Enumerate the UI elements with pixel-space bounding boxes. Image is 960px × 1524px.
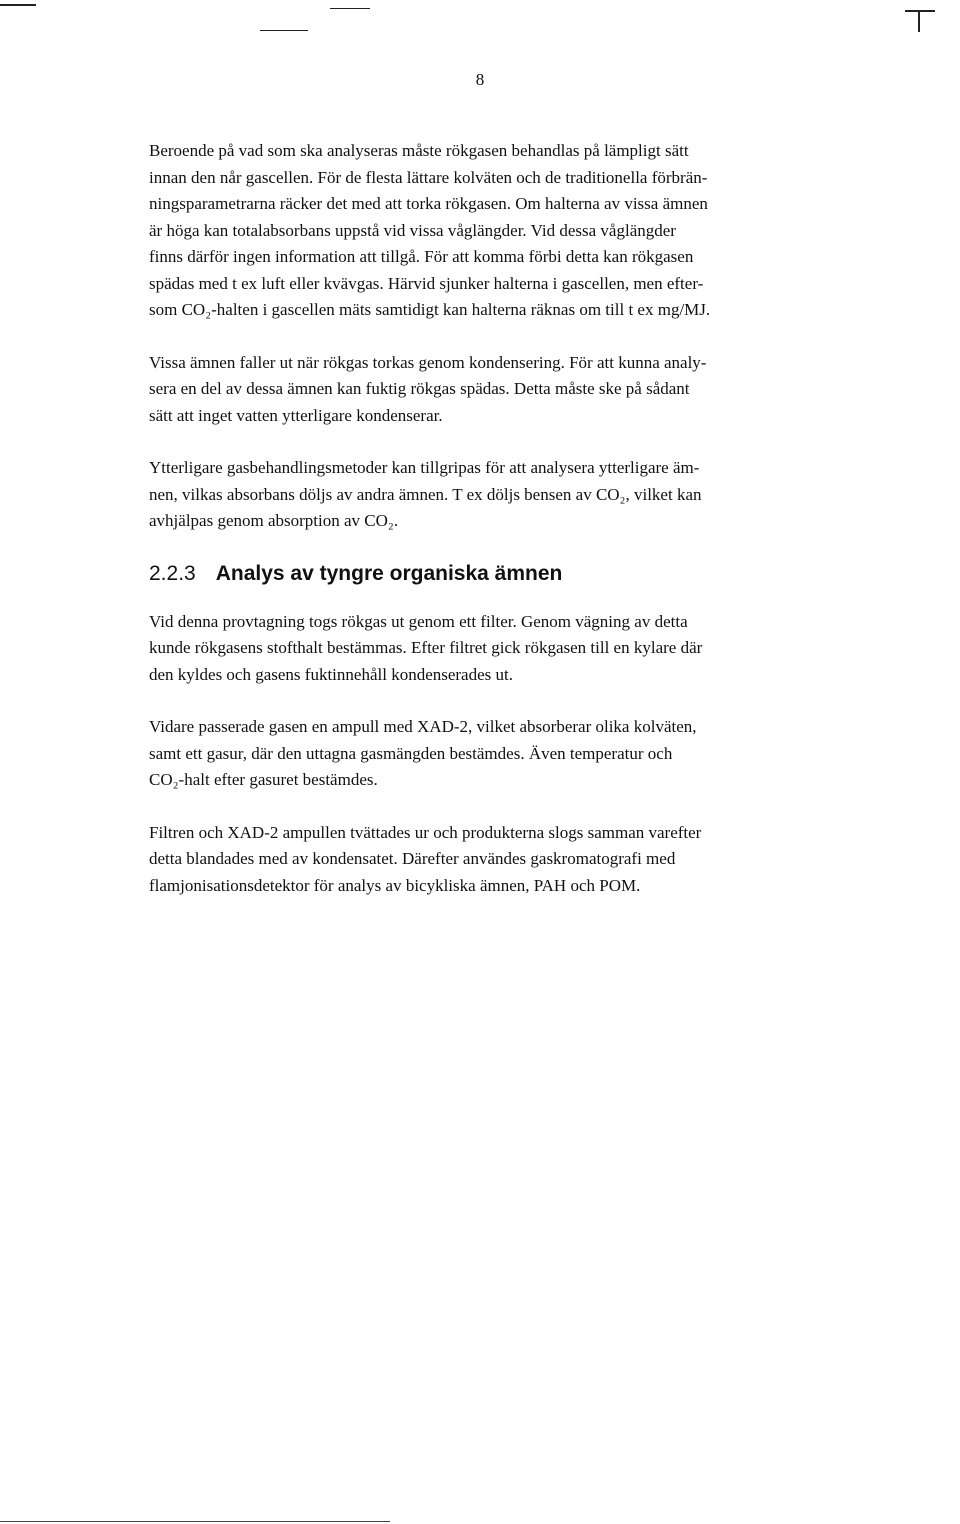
text-line: Vidare passerade gasen en ampull med XAD-2, vilket absorberar olika kolväten, xyxy=(149,717,697,736)
page-number: 8 xyxy=(475,70,485,89)
section-title: Analys av tyngre organiska ämnen xyxy=(215,561,563,585)
analysis-section xyxy=(149,609,849,900)
scan-artifact xyxy=(330,8,370,9)
paragraph xyxy=(149,350,849,430)
text-line: avhjälpas genom absorption av CO₂. xyxy=(149,511,399,530)
text-line: Vissa ämnen faller ut när rökgas torkas genom kondensering. För att kunna analy- xyxy=(149,352,707,372)
scan-artifact xyxy=(905,10,935,12)
paragraph xyxy=(149,714,849,794)
text-line: Vid denna provtagning togs rökgas ut genom ett filter. Genom vägning av detta xyxy=(149,611,688,631)
text-line: som CO₂-halten i gascellen mäts samtidigt kan halterna räknas om till t ex mg/MJ. xyxy=(149,300,711,319)
text-line: Filtren och XAD-2 ampullen tvättades ur och produkterna slogs samman varefter xyxy=(149,822,702,842)
text-line: nen, vilkas absorbans döljs av andra ämnen. T ex döljs bensen av CO₂, vilket kan xyxy=(149,484,702,504)
text-line: sera en del av dessa ämnen kan fuktig rökgas spädas. Detta måste ske på sådant xyxy=(149,379,690,398)
text-line: Ytterligare gasbehandlingsmetoder kan tillgripas för att analysera ytterligare äm- xyxy=(149,458,700,477)
section-heading xyxy=(149,559,849,589)
scan-artifact xyxy=(918,10,920,32)
text-line: CO₂-halt efter gasuret bestämdes. xyxy=(149,770,378,789)
text-line: detta blandades med av kondensatet. Därefter användes gaskromatografi med xyxy=(149,849,676,868)
paragraph xyxy=(149,609,849,689)
text-line: sätt att inget vatten ytterligare kondenserar. xyxy=(149,405,443,425)
paragraph xyxy=(149,820,849,900)
scan-artifact xyxy=(260,30,308,31)
text-line: spädas med t ex luft eller kvävgas. Härvid sjunker halterna i gascellen, men efter- xyxy=(149,273,704,293)
text-line: finns därför ingen information att tillgå. För att komma förbi detta kan rökgasen xyxy=(149,247,694,266)
document-body xyxy=(149,138,849,925)
paragraph xyxy=(149,138,849,324)
text-line: den kyldes och gasens fuktinnehåll kondenserades ut. xyxy=(149,664,513,684)
text-line: flamjonisationsdetektor för analys av bicykliska ämnen, PAH och POM. xyxy=(149,875,641,895)
bottom-rule xyxy=(0,1521,390,1522)
text-line: innan den når gascellen. För de flesta lättare kolväten och de traditionella förbrän- xyxy=(149,167,708,187)
text-line: Beroende på vad som ska analyseras måste rökgasen behandlas på lämpligt sätt xyxy=(149,141,689,160)
paragraph xyxy=(149,455,849,535)
intro-section xyxy=(149,138,849,535)
text-line: är höga kan totalabsorbans uppstå vid vissa våglängder. Vid dessa våglängder xyxy=(149,220,676,240)
scan-artifact xyxy=(0,4,36,6)
text-line: ningsparametrarna räcker det med att torka rökgasen. Om halterna av vissa ämnen xyxy=(149,194,708,213)
text-line: kunde rökgasens stofthalt bestämmas. Efter filtret gick rökgasen till en kylare där xyxy=(149,638,703,657)
text-line: samt ett gasur, där den uttagna gasmängden bestämdes. Även temperatur och xyxy=(149,743,673,763)
section-number: 2.2.3 xyxy=(149,561,196,585)
